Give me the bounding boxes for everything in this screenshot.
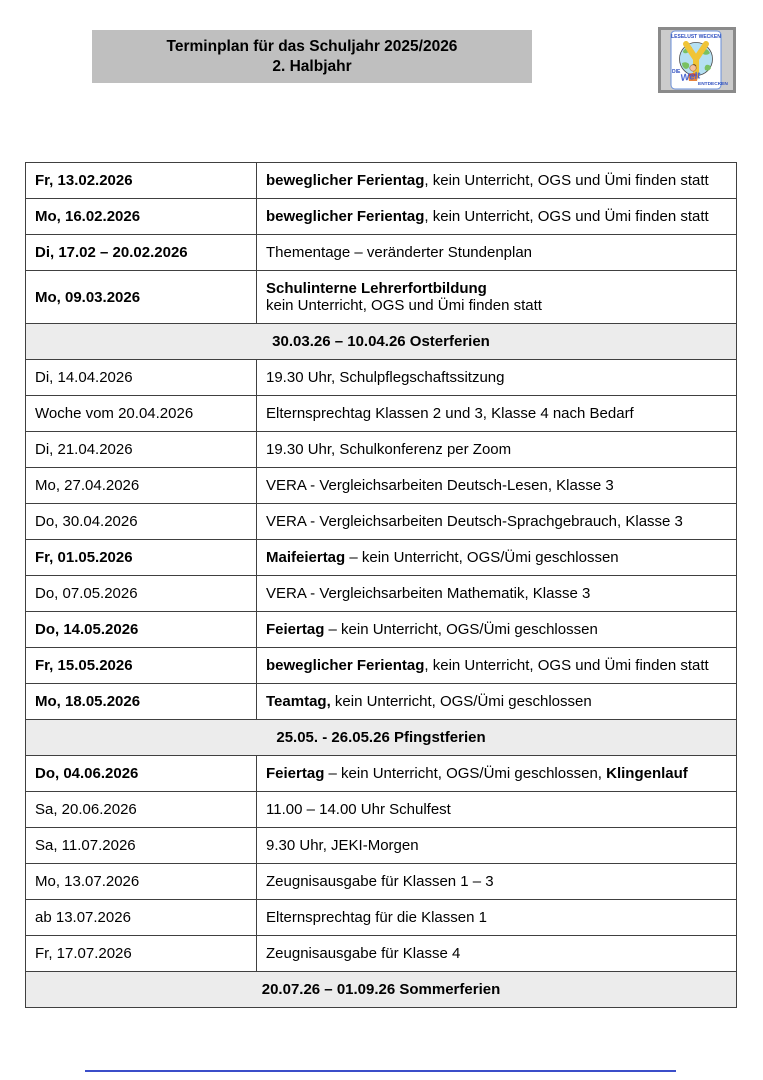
event-description-cell	[257, 271, 737, 324]
event-row	[26, 235, 737, 271]
event-row	[26, 540, 737, 576]
event-date-cell: Fr, 13.02.2026	[26, 163, 257, 199]
event-text-bold: Teamtag,	[266, 693, 331, 710]
event-row	[26, 828, 737, 864]
event-date-cell: Mo, 27.04.2026	[26, 468, 257, 504]
event-description-cell	[257, 432, 737, 468]
event-date-cell: Do, 04.06.2026	[26, 756, 257, 792]
event-text: 9.30 Uhr, JEKI-Morgen	[266, 837, 419, 854]
event-text: , kein Unterricht, OGS und Ümi finden statt	[424, 657, 709, 674]
event-description-cell	[257, 468, 737, 504]
footer-divider-line	[85, 1070, 676, 1072]
event-row	[26, 199, 737, 235]
event-row	[26, 936, 737, 972]
event-row	[26, 864, 737, 900]
event-text-bold: Maifeiertag	[266, 549, 346, 566]
event-date-cell: Di, 14.04.2026	[26, 360, 257, 396]
event-description-cell	[257, 199, 737, 235]
event-text-bold: Feiertag	[266, 765, 325, 782]
event-date-cell: ab 13.07.2026	[26, 900, 257, 936]
event-text: – kein Unterricht, OGS/Ümi geschlossen	[345, 549, 619, 566]
logo-bottom-word3: ENTDECKEN	[698, 82, 728, 87]
event-date-cell: Mo, 13.07.2026	[26, 864, 257, 900]
event-date-cell: Mo, 18.05.2026	[26, 684, 257, 720]
event-row	[26, 396, 737, 432]
event-description-cell	[257, 648, 737, 684]
event-text: kein Unterricht, OGS und Ümi finden statt	[266, 297, 542, 314]
event-text: , kein Unterricht, OGS und Ümi finden statt	[424, 172, 709, 189]
section-label: 20.07.26 – 01.09.26 Sommerferien	[26, 972, 737, 1008]
event-description-cell	[257, 612, 737, 648]
event-row	[26, 504, 737, 540]
school-logo	[658, 27, 736, 93]
event-description-cell	[257, 540, 737, 576]
event-description-cell	[257, 864, 737, 900]
section-row	[26, 324, 737, 360]
event-description-cell	[257, 360, 737, 396]
event-description-cell	[257, 235, 737, 271]
event-date-cell: Fr, 17.07.2026	[26, 936, 257, 972]
event-date-cell: Fr, 15.05.2026	[26, 648, 257, 684]
event-text-bold: Klingenlauf	[606, 765, 688, 782]
event-description-cell	[257, 684, 737, 720]
logo-bottom-word1: DIE	[672, 69, 681, 75]
event-row	[26, 684, 737, 720]
event-text: 11.00 – 14.00 Uhr Schulfest	[266, 801, 451, 818]
page-title-line1: Terminplan für das Schuljahr 2025/2026	[166, 37, 458, 55]
event-row	[26, 756, 737, 792]
event-text: Thementage – veränderter Stundenplan	[266, 244, 533, 261]
event-description-cell	[257, 163, 737, 199]
event-description-cell	[257, 504, 737, 540]
event-text: VERA - Vergleichsarbeiten Deutsch-Sprachgebrauch, Klasse 3	[266, 513, 683, 530]
event-row	[26, 648, 737, 684]
event-date-cell: Sa, 20.06.2026	[26, 792, 257, 828]
event-text: – kein Unterricht, OGS/Ümi geschlossen,	[324, 765, 607, 782]
event-text-bold: beweglicher Ferientag	[266, 208, 425, 225]
section-label: 30.03.26 – 10.04.26 Osterferien	[26, 324, 737, 360]
event-text: , kein Unterricht, OGS und Ümi finden statt	[424, 208, 709, 225]
event-date-cell: Do, 30.04.2026	[26, 504, 257, 540]
event-date-cell: Mo, 16.02.2026	[26, 199, 257, 235]
event-row	[26, 432, 737, 468]
event-text: VERA - Vergleichsarbeiten Mathematik, Klasse 3	[266, 585, 591, 602]
event-date-cell: Mo, 09.03.2026	[26, 271, 257, 324]
event-text: Zeugnisausgabe für Klasse 4	[266, 945, 461, 962]
schedule-table-body	[26, 163, 737, 1008]
event-text: 19.30 Uhr, Schulkonferenz per Zoom	[266, 441, 512, 458]
event-row	[26, 900, 737, 936]
event-row	[26, 360, 737, 396]
event-text-bold: beweglicher Ferientag	[266, 172, 425, 189]
event-description-cell	[257, 828, 737, 864]
schedule-table	[25, 162, 737, 1008]
event-row	[26, 612, 737, 648]
event-row	[26, 576, 737, 612]
event-description-cell	[257, 936, 737, 972]
event-date-cell: Di, 17.02 – 20.02.2026	[26, 235, 257, 271]
event-date-cell: Do, 14.05.2026	[26, 612, 257, 648]
logo-bottom-word2: Welt	[679, 70, 702, 84]
event-description-cell	[257, 396, 737, 432]
event-description-cell	[257, 576, 737, 612]
logo-top-text: LESELUST WECKEN	[671, 34, 721, 40]
event-date-cell: Fr, 01.05.2026	[26, 540, 257, 576]
event-date-cell: Sa, 11.07.2026	[26, 828, 257, 864]
event-date-cell: Do, 07.05.2026	[26, 576, 257, 612]
event-date-cell: Woche vom 20.04.2026	[26, 396, 257, 432]
event-text-bold: beweglicher Ferientag	[266, 657, 425, 674]
event-text: Elternsprechtag Klassen 2 und 3, Klasse 4 nach Bedarf	[266, 405, 634, 422]
event-description-cell	[257, 792, 737, 828]
section-row	[26, 972, 737, 1008]
title-box	[92, 30, 532, 83]
event-description-cell	[257, 756, 737, 792]
event-description-cell	[257, 900, 737, 936]
event-text: kein Unterricht, OGS/Ümi geschlossen	[330, 693, 592, 710]
event-text: Zeugnisausgabe für Klassen 1 – 3	[266, 873, 494, 890]
event-text: Elternsprechtag für die Klassen 1	[266, 909, 487, 926]
event-text-bold: Schulinterne Lehrerfortbildung	[266, 280, 487, 297]
event-text-bold: Feiertag	[266, 621, 325, 638]
event-row	[26, 163, 737, 199]
event-row	[26, 468, 737, 504]
event-date-cell: Di, 21.04.2026	[26, 432, 257, 468]
event-row	[26, 271, 737, 324]
section-row	[26, 720, 737, 756]
page-title-line2: 2. Halbjahr	[272, 57, 352, 75]
event-row	[26, 792, 737, 828]
section-label: 25.05. - 26.05.26 Pfingstferien	[26, 720, 737, 756]
event-text: – kein Unterricht, OGS/Ümi geschlossen	[324, 621, 598, 638]
event-text: VERA - Vergleichsarbeiten Deutsch-Lesen, Klasse 3	[266, 477, 614, 494]
event-text: 19.30 Uhr, Schulpflegschaftssitzung	[266, 369, 505, 386]
